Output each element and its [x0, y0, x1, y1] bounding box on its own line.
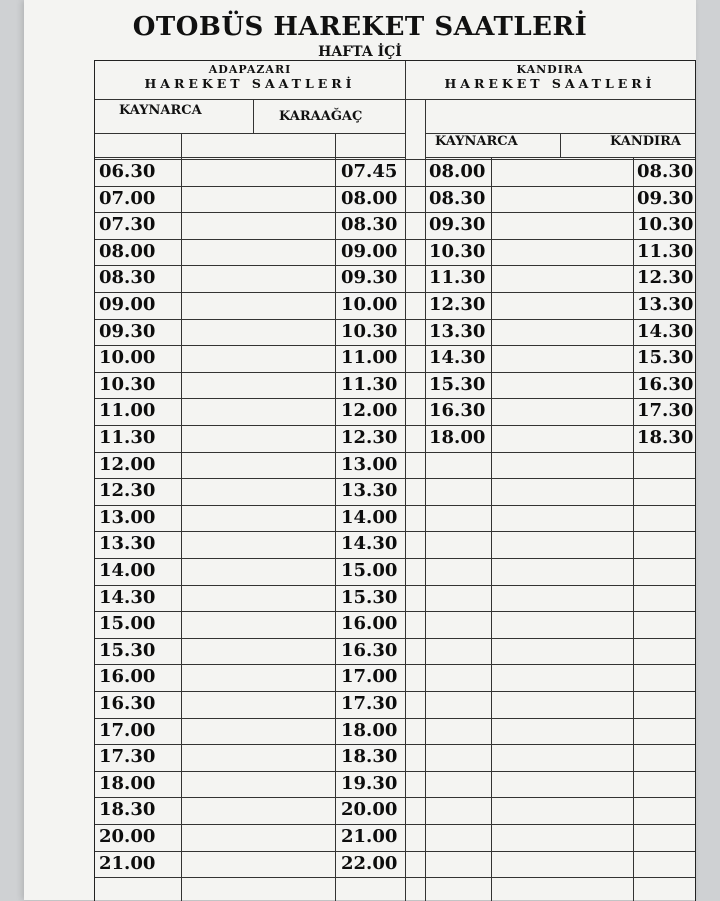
time-cell-adapazari-karaagac: 15.30 — [341, 586, 398, 608]
header-divider — [95, 99, 695, 100]
time-cell-adapazari-karaagac: 12.00 — [341, 400, 398, 422]
time-cell-adapazari-karaagac: 11.00 — [341, 347, 398, 369]
time-cell-adapazari-karaagac: 21.00 — [341, 826, 398, 847]
row-divider — [95, 824, 695, 825]
time-cell-kandira-kandira: 09.30 — [637, 187, 694, 209]
row-divider — [95, 638, 695, 639]
time-cell-adapazari-karaagac: 14.30 — [341, 533, 398, 555]
row-divider — [95, 771, 695, 772]
page-title: OTOBÜS HAREKET SAATLERİ — [132, 12, 588, 42]
time-cell-kandira-kandira: 14.30 — [637, 320, 694, 342]
time-cell-adapazari-karaagac: 16.30 — [341, 639, 398, 661]
time-cell-adapazari-karaagac: 19.30 — [341, 772, 398, 794]
row-divider — [95, 611, 695, 612]
time-cell-adapazari-kaynarca: 10.30 — [99, 373, 156, 395]
time-cell-adapazari-kaynarca: 20.00 — [99, 826, 156, 847]
time-cell-adapazari-kaynarca: 07.00 — [99, 187, 156, 209]
time-cell-adapazari-kaynarca: 16.30 — [99, 693, 156, 714]
time-cell-adapazari-kaynarca: 06.30 — [99, 161, 156, 182]
schedule-table — [94, 60, 696, 901]
time-cell-adapazari-kaynarca: 18.00 — [99, 772, 156, 794]
row-divider — [95, 186, 695, 187]
adapazari-header-subtitle: HAREKET SAATLERİ — [144, 76, 356, 91]
time-cell-adapazari-karaagac: 18.00 — [341, 719, 398, 741]
time-cell-kandira-kandira: 15.30 — [637, 347, 694, 369]
adapazari-header-title: ADAPAZARI — [208, 63, 292, 76]
row-divider — [95, 505, 695, 506]
time-cell-adapazari-karaagac: 08.00 — [341, 187, 398, 209]
time-cell-adapazari-karaagac: 07.45 — [341, 161, 398, 182]
time-cell-adapazari-karaagac: 20.00 — [341, 799, 398, 821]
header-divider — [95, 133, 405, 134]
time-cell-adapazari-karaagac: 09.30 — [341, 267, 398, 289]
time-cell-kandira-kaynarca: 13.30 — [429, 320, 486, 342]
time-cell-kandira-kaynarca: 08.30 — [429, 187, 486, 209]
time-cell-kandira-kaynarca: 11.30 — [429, 267, 486, 289]
time-cell-kandira-kandira: 13.30 — [637, 294, 694, 315]
time-cell-kandira-kaynarca: 16.30 — [429, 400, 486, 422]
time-cell-kandira-kaynarca: 15.30 — [429, 373, 486, 395]
schedule-sheet — [24, 0, 696, 900]
time-cell-adapazari-kaynarca: 17.00 — [99, 719, 156, 741]
row-divider — [95, 851, 695, 852]
time-cell-kandira-kaynarca: 08.00 — [429, 161, 486, 182]
kandira-header — [405, 63, 695, 91]
time-cell-adapazari-karaagac: 12.30 — [341, 427, 398, 448]
time-cell-adapazari-kaynarca: 17.30 — [99, 746, 156, 768]
time-cell-adapazari-kaynarca: 08.00 — [99, 240, 156, 262]
time-cell-adapazari-karaagac: 16.00 — [341, 613, 398, 635]
row-divider — [95, 292, 695, 293]
adapazari-header — [95, 63, 405, 91]
time-cell-adapazari-kaynarca: 18.30 — [99, 799, 156, 821]
time-cell-adapazari-kaynarca: 12.30 — [99, 480, 156, 502]
time-cell-adapazari-karaagac: 13.00 — [341, 453, 398, 475]
header-divider — [425, 157, 695, 158]
time-cell-adapazari-kaynarca: 11.30 — [99, 427, 156, 448]
time-cell-adapazari-kaynarca: 11.00 — [99, 400, 156, 422]
row-divider — [95, 478, 695, 479]
row-divider — [95, 345, 695, 346]
time-cell-kandira-kandira: 10.30 — [637, 214, 694, 236]
time-cell-adapazari-karaagac: 17.30 — [341, 693, 398, 714]
time-cell-adapazari-karaagac: 09.00 — [341, 240, 398, 262]
time-cell-kandira-kaynarca: 09.30 — [429, 214, 486, 236]
row-divider — [95, 425, 695, 426]
row-divider — [95, 744, 695, 745]
row-divider — [95, 664, 695, 665]
time-cell-adapazari-kaynarca: 12.00 — [99, 453, 156, 475]
time-cell-adapazari-kaynarca: 13.30 — [99, 533, 156, 555]
row-divider — [95, 718, 695, 719]
row-divider — [95, 691, 695, 692]
row-divider — [95, 212, 695, 213]
time-cell-adapazari-kaynarca: 10.00 — [99, 347, 156, 369]
time-cell-adapazari-karaagac: 08.30 — [341, 214, 398, 236]
time-cell-adapazari-kaynarca: 15.30 — [99, 639, 156, 661]
time-cell-kandira-kandira: 11.30 — [637, 240, 694, 262]
time-cell-adapazari-karaagac: 18.30 — [341, 746, 398, 768]
time-cell-adapazari-kaynarca: 16.00 — [99, 666, 156, 688]
column-divider — [633, 157, 634, 901]
time-cell-adapazari-kaynarca: 15.00 — [99, 613, 156, 635]
time-cell-adapazari-kaynarca: 08.30 — [99, 267, 156, 289]
time-cell-adapazari-kaynarca: 09.30 — [99, 320, 156, 342]
column-divider — [253, 99, 254, 133]
row-divider — [95, 877, 695, 878]
time-cell-kandira-kaynarca: 10.30 — [429, 240, 486, 262]
kandira-col-kaynarca-label: KAYNARCA — [435, 134, 518, 149]
time-cell-adapazari-kaynarca: 14.00 — [99, 560, 156, 581]
time-cell-adapazari-kaynarca: 14.30 — [99, 586, 156, 608]
time-cell-adapazari-karaagac: 14.00 — [341, 506, 398, 528]
time-cell-adapazari-karaagac: 13.30 — [341, 480, 398, 502]
row-divider — [95, 239, 695, 240]
time-cell-kandira-kandira: 18.30 — [637, 427, 694, 448]
time-cell-adapazari-kaynarca: 09.00 — [99, 294, 156, 315]
row-divider — [95, 531, 695, 532]
row-divider — [95, 398, 695, 399]
time-cell-adapazari-karaagac: 15.00 — [341, 560, 398, 581]
header-divider — [425, 133, 695, 134]
time-cell-kandira-kandira: 12.30 — [637, 267, 694, 289]
time-cell-adapazari-karaagac: 22.00 — [341, 852, 398, 874]
column-divider — [335, 133, 336, 901]
time-cell-adapazari-karaagac: 17.00 — [341, 666, 398, 688]
time-cell-kandira-kaynarca: 12.30 — [429, 294, 486, 315]
row-divider — [95, 159, 695, 160]
time-cell-kandira-kandira: 17.30 — [637, 400, 694, 422]
column-divider — [181, 133, 182, 901]
time-cell-kandira-kaynarca: 18.00 — [429, 427, 486, 448]
column-divider — [560, 133, 561, 157]
time-cell-adapazari-kaynarca: 21.00 — [99, 852, 156, 874]
adapazari-col-karaagac-label: KARAAĞAÇ — [279, 109, 363, 124]
row-divider — [95, 585, 695, 586]
column-divider — [405, 61, 406, 901]
time-cell-adapazari-kaynarca: 13.00 — [99, 506, 156, 528]
time-cell-adapazari-karaagac: 10.30 — [341, 320, 398, 342]
row-divider — [95, 452, 695, 453]
row-divider — [95, 797, 695, 798]
row-divider — [95, 372, 695, 373]
time-cell-adapazari-karaagac: 10.00 — [341, 294, 398, 315]
time-cell-kandira-kaynarca: 14.30 — [429, 347, 486, 369]
column-divider — [425, 99, 426, 901]
page-subtitle: HAFTA İÇİ — [318, 44, 402, 60]
time-cell-kandira-kandira: 16.30 — [637, 373, 694, 395]
time-cell-adapazari-karaagac: 11.30 — [341, 373, 398, 395]
time-cell-adapazari-kaynarca: 07.30 — [99, 214, 156, 236]
column-divider — [491, 157, 492, 901]
row-divider — [95, 558, 695, 559]
row-divider — [95, 319, 695, 320]
time-cell-kandira-kandira: 08.30 — [637, 161, 694, 182]
header-divider — [95, 157, 405, 158]
adapazari-col-kaynarca-label: KAYNARCA — [119, 103, 202, 118]
kandira-header-title: KANDIRA — [516, 63, 584, 76]
kandira-header-subtitle: HAREKET SAATLERİ — [444, 76, 656, 91]
kandira-col-kandira-label: KANDIRA — [610, 134, 681, 149]
row-divider — [95, 265, 695, 266]
